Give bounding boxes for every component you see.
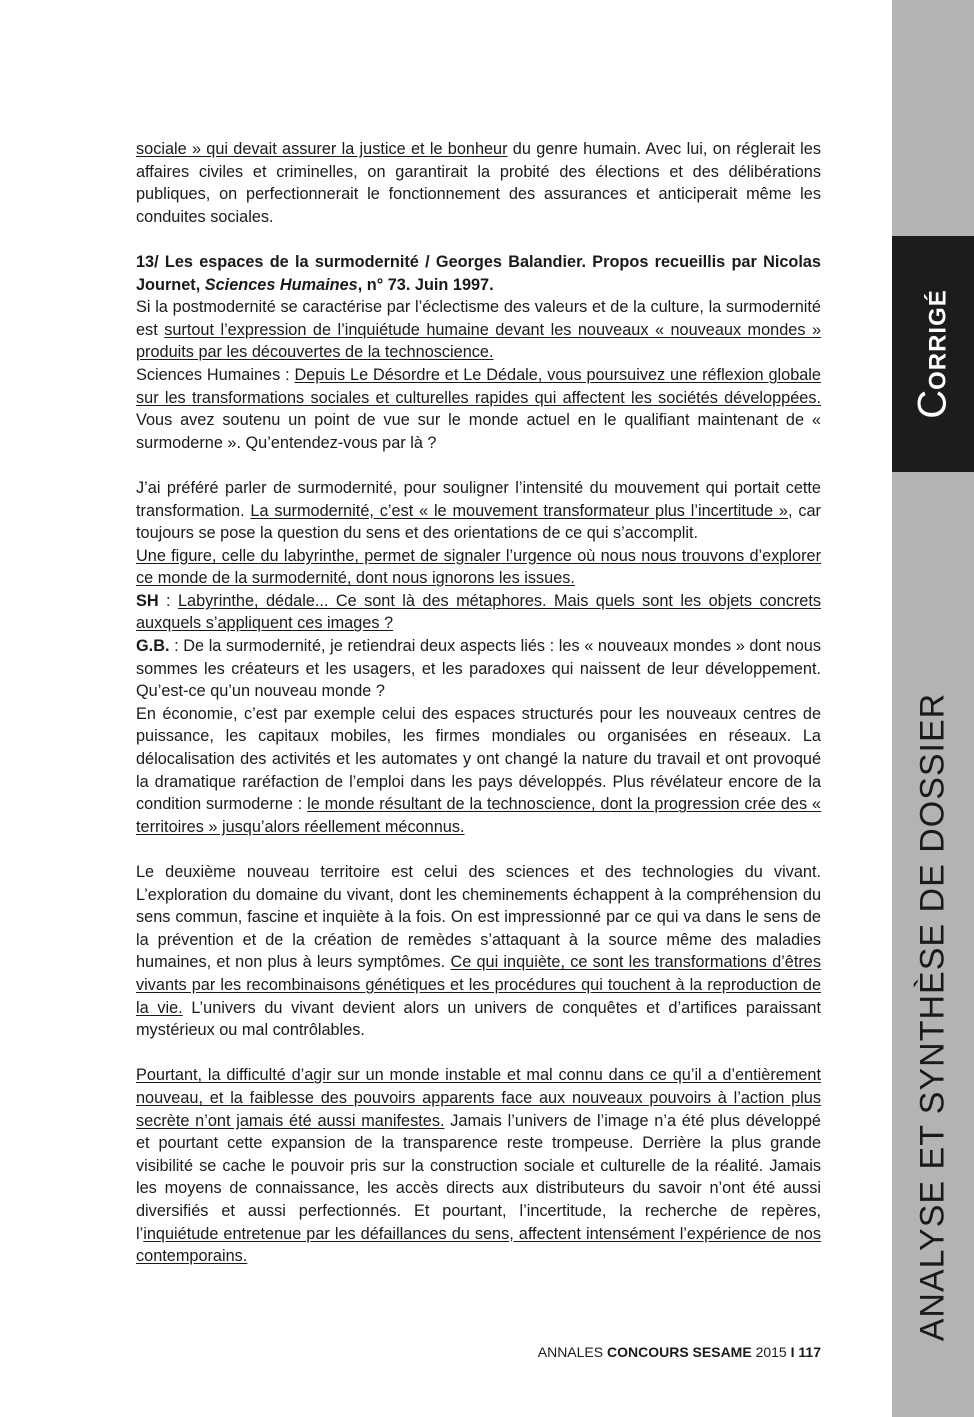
paragraph-4: J’ai préféré parler de surmodernité, pour souligner l’intensité du mouvement qui portait cette transformation. La surmodernité, c’est « le mouvement transformateur plus l’incertitude », car toujours se pose la question du sens et des orientations de ce qui s’accomplit.: [136, 478, 821, 543]
paragraph-9: Le deuxième nouveau territoire est celui des sciences et des technologies du vivant. L’exploration du domaine du vivant, dont les cheminements échappent à la compréhension du sens commun, fascine et inquiète à la fois. On est impressionné par ce qui va dans le sens de la prévention et de la création de remèdes s’attaquant à la source même des maladies humaines, et non plus à leurs symptômes. Ce qui inquiète, ce sont les transformations d’êtres vivants par les recombinaisons génétiques et les procédures qui touchent à la reproduction de la vie. L’univers du vivant devient alors un univers de conquêtes et d’artifices paraissant mystérieux ou mal contrôlables.: [136, 863, 821, 1040]
paragraph-10: Pourtant, la difficulté d’agir sur un monde instable et mal connu dans ce qu’il a d’entièrement nouveau, et la faiblesse des pouvoirs apparents face aux nouveaux pouvoirs à l’action plus secrète n’ont jamais été aussi manifestes. Jamais l’univers de l’image n’a été plus développé et pourtant cette expansion de la transparence reste trompeuse. Derrière la plus grande visibilité se cache le pouvoir pris sur la construction sociale et culturelle de la réalité. Jamais les moyens de connaissance, les accès directs aux distributeurs du savoir n’ont été aussi diversifiés et aussi perfectionnés. Et pourtant, l’incertitude, la recherche de repères, l’inquiétude entretenue par les défaillances du sens, affectent intensément l’expérience de nos contemporains.: [136, 1066, 821, 1266]
paragraph-2: Si la postmodernité se caractérise par l’éclectisme des valeurs et de la culture, la surmodernité est surtout l’expression de l’inquiétude humaine devant les nouveaux « nouveaux mondes » produits par les découvertes de la technoscience.: [136, 298, 822, 362]
paragraph-8: En économie, c’est par exemple celui des espaces structurés pour les nouveaux centres de puissance, les capitaux mobiles, les firmes mondiales ou organisées en réseaux. La délocalisation des activités et les automates y ont changé la nature du travail et ont provoqué la dramatique raréfaction de l’emploi dans les pays développés. Plus révélateur encore de la condition surmoderne : le monde résultant de la technoscience, dont la progression crée des « territoires » jusqu’alors réellement méconnus.: [136, 704, 821, 836]
reference-heading: 13/ Les espaces de la surmodernité / Georges Balandier. Propos recueillis par Nicolas Journet, Sciences Humaines, n° 73. Juin 1997.: [136, 252, 821, 294]
paragraph-7: G.B. : De la surmodernité, je retiendrai deux aspects liés : les « nouveaux mondes » dont nous sommes les créateurs et les usagers, et les paradoxes qui naissent de leur développement. Qu’est-ce qu’un nouveau monde ?: [136, 637, 821, 701]
paragraph-5: Une figure, celle du labyrinthe, permet de signaler l’urgence où nous nous trouvons d’explorer ce monde de la surmodernité, dont nous ignorons les issues.: [136, 546, 821, 588]
paragraph-6: SH : Labyrinthe, dédale... Ce sont là des métaphores. Mais quels sont les objets concrets auxquels s’appliquent ces images ?: [136, 591, 821, 633]
page-number: 117: [794, 1344, 821, 1360]
section-title: ANALYSE ET SYNTHÈSE DE DOSSIER: [913, 692, 952, 1342]
paragraph-3: Sciences Humaines : Depuis Le Désordre et Le Dédale, vous poursuivez une réflexion globale sur les transformations sociales et culturelles rapides qui affectent les sociétés développées. Vous avez soutenu un point de vue sur le monde actuel en le qualifiant maintenant de « surmoderne ». Qu’entendez-vous par là ?: [136, 365, 821, 452]
page-content: [136, 138, 821, 1268]
paragraph-1: sociale » qui devait assurer la justice et le bonheur du genre humain. Avec lui, on réglerait les affaires civiles et criminelles, on garantirait la probité des élections et des délibérations publiques, on perfectionnerait le fonctionnement des assurances et anticiperait même les conduites sociales.: [136, 140, 821, 226]
page-footer: ANNALES CONCOURS SESAME 2015 I 117: [537, 1344, 821, 1360]
corrige-label: CORRIGÉ: [910, 289, 955, 419]
